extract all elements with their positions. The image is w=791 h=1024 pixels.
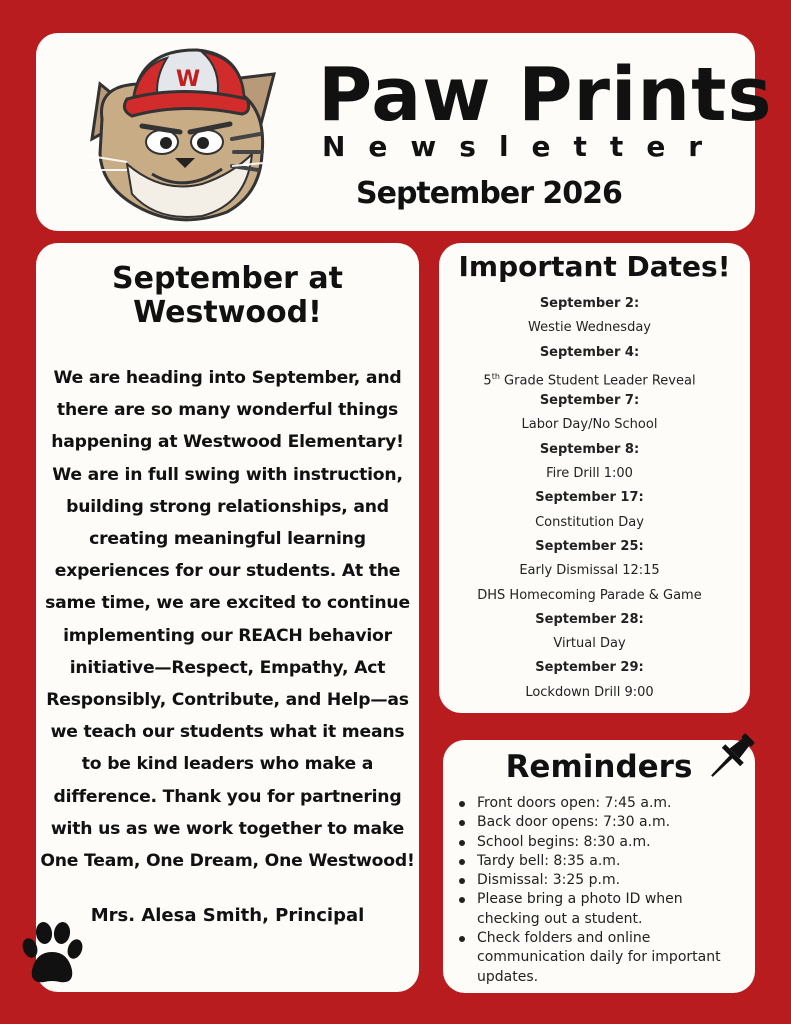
newsletter-subtitle: Newsletter [322, 130, 726, 163]
date-event: Constitution Day [535, 514, 644, 530]
reminder-item: Back door opens: 7:30 a.m. [458, 813, 742, 832]
reminder-item: Dismissal: 3:25 p.m. [458, 871, 742, 890]
paw-print-icon [20, 920, 84, 986]
reminders-list [458, 794, 742, 987]
letter-heading: September at Westwood! [111, 261, 344, 330]
reminder-item: School begins: 8:30 a.m. [458, 833, 742, 852]
wildcat-mascot-icon [82, 44, 277, 224]
date-event: 5th Grade Student Leader Reveal [483, 371, 696, 389]
newsletter-title: Paw Prints [318, 52, 773, 138]
date-heading: September 4: [539, 344, 640, 360]
date-event: Fire Drill 1:00 [546, 466, 633, 482]
mascot-cap-letter: W [175, 67, 201, 92]
letter-signature: Mrs. Alesa Smith, Principal [90, 905, 365, 926]
date-event: DHS Homecoming Parade & Game [477, 587, 702, 603]
important-dates-list [439, 292, 740, 705]
newsletter-date: September 2026 [356, 176, 622, 211]
date-heading: September 17: [535, 490, 644, 506]
date-event: Lockdown Drill 9:00 [525, 684, 654, 700]
reminder-item: Please bring a photo ID when checking out a student. [458, 890, 742, 929]
reminder-item: Front doors open: 7:45 a.m. [458, 794, 742, 813]
date-event: Virtual Day [553, 636, 626, 652]
date-event: Labor Day/No School [521, 417, 658, 433]
date-heading: September 29: [535, 660, 644, 676]
date-heading: September 25: [535, 538, 644, 554]
date-heading: September 28: [535, 611, 644, 627]
date-heading: September 7: [539, 393, 640, 409]
date-heading: September 8: [539, 441, 640, 457]
reminder-item: Check folders and online communication daily for important updates. [458, 929, 742, 987]
date-event: Early Dismissal 12:15 [519, 563, 660, 579]
important-dates-heading: Important Dates! [458, 250, 731, 283]
reminders-heading: Reminders [505, 749, 693, 785]
date-heading: September 2: [539, 296, 640, 311]
reminder-item: Tardy bell: 8:35 a.m. [458, 852, 742, 871]
pushpin-icon [700, 726, 762, 788]
date-event: Westie Wednesday [528, 320, 651, 336]
letter-body: We are heading into September, and there are so many wonderful things happening at Westwood Elementary! We are in full swing with instruction, building strong relationships, and creating meaningful learning experiences for our students. At the same time, we are excited to continue implementing our REACH behavior initiative—Respect, Empathy, Act Responsibly, Contribute, and Help—as we teach our students what it means to be kind leaders who make a difference. Thank you for partnering with us as we work together to make One Team, One Dream, One Westwood! [40, 368, 415, 872]
